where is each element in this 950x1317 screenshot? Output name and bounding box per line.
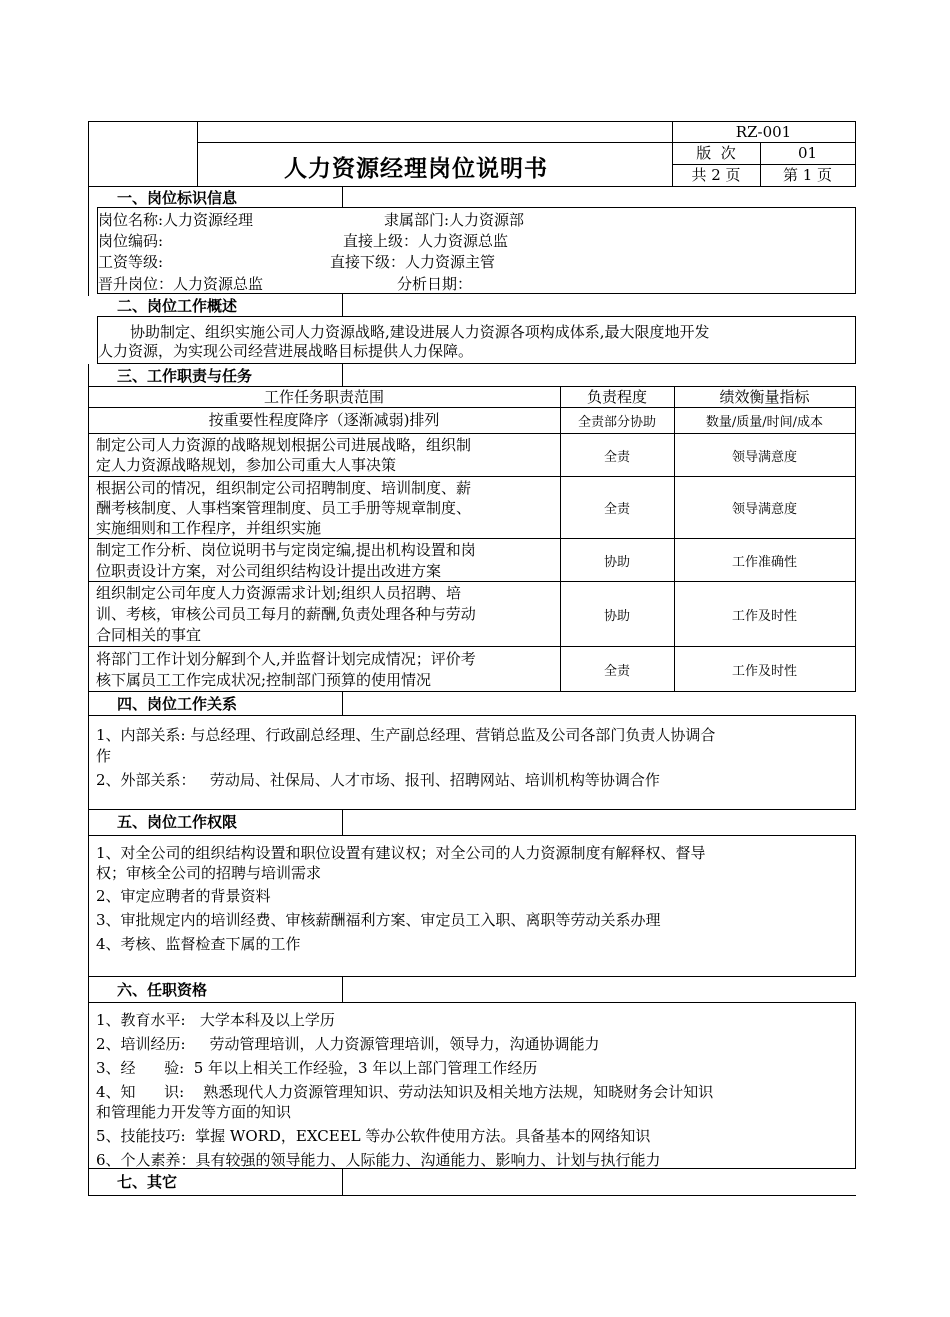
authority-2: 2、审定应聘者的背景资料 [96, 887, 271, 905]
duty-row-4-line-2: 训、考核，审核公司员工每月的薪酬,负责处理各种与劳动 [96, 605, 476, 623]
authority-3: 3、审批规定内的培训经费、审核薪酬福利方案、审定员工入职、离职等劳动关系办理 [96, 911, 661, 929]
position-name: 岗位名称:人力资源经理 [98, 211, 254, 229]
duty-row-4-line-3: 合同相关的事宜 [96, 626, 202, 644]
section-heading-qualifications: 六、任职资格 [117, 981, 208, 999]
position-code: 岗位编码: [98, 232, 164, 250]
duty-row-2-level: 全责 [603, 502, 630, 517]
duty-row-4-level: 协助 [603, 608, 630, 624]
overview-line-1: 协助制定、组织实施公司人力资源战略,建设进展人力资源各项构成体系,最大限度地开发 [130, 323, 710, 341]
duty-row-2-kpi: 领导满意度 [731, 502, 797, 517]
qualification-personal: 6、个人素养：具有较强的领导能力、人际能力、沟通能力、影响力、计划与执行能力 [96, 1151, 661, 1169]
direct-subordinate: 直接下级：人力资源主管 [330, 253, 496, 271]
qualification-education: 1、教育水平: 大学本科及以上学历 [96, 1011, 335, 1029]
analysis-date: 分析日期： [397, 275, 473, 293]
duties-sub-kpi: 数量/质量/时间/成本 [705, 415, 824, 430]
duty-row-2-line-2: 酬考核制度、人事档案管理制度、员工手册等规章制度、 [96, 499, 472, 517]
section-heading-authority: 五、岗位工作权限 [117, 813, 238, 831]
duties-sub-level: 全责部分协助 [577, 415, 656, 430]
section-heading-identity: 一、岗位标识信息 [117, 189, 238, 207]
authority-4: 4、考核、监督检查下属的工作 [96, 935, 301, 953]
duty-row-5-line-2: 核下属员工工作完成状况;控制部门预算的使用情况 [96, 671, 432, 689]
duty-row-3-line-1: 制定工作分析、岗位说明书与定岗定编,提出机构设置和岗 [96, 541, 476, 559]
duty-row-5-level: 全责 [603, 663, 630, 679]
total-pages: 共 2 页 [691, 166, 741, 184]
duties-head-scope: 工作任务职责范围 [263, 388, 384, 406]
section-heading-overview: 二、岗位工作概述 [117, 297, 238, 315]
qualification-knowledge-line-1: 4、知 识: 熟悉现代人力资源管理知识、劳动法知识及相关地方法规，知晓财务会计知识 [96, 1083, 714, 1101]
duty-row-5-kpi: 工作及时性 [731, 663, 797, 679]
page-number: 第 1 页 [782, 166, 833, 184]
duties-head-level: 负责程度 [586, 388, 647, 406]
duty-row-2-line-3: 实施细则和工作程序，并组织实施 [96, 519, 322, 537]
duty-row-5-line-1: 将部门工作计划分解到个人,并监督计划完成情况；评价考 [96, 650, 476, 668]
external-relations: 2、外部关系： 劳动局、社保局、人才市场、报刊、招聘网站、培训机构等协调合作 [96, 771, 660, 789]
section-heading-relations: 四、岗位工作关系 [117, 695, 238, 713]
page-title: 人力资源经理岗位说明书 [284, 156, 548, 182]
duty-row-1-line-1: 制定公司人力资源的战略规划根据公司进展战略，组织制 [96, 436, 472, 454]
promotion-position: 晋升岗位：人力资源总监 [98, 275, 264, 293]
authority-1-line-1: 1、对全公司的组织结构设置和职位设置有建议权；对全公司的人力资源制度有解释权、督导 [96, 844, 706, 862]
duty-row-3-kpi: 工作准确性 [731, 554, 797, 570]
section-heading-other: 七、其它 [117, 1173, 178, 1191]
section-heading-duties: 三、工作职责与任务 [117, 367, 253, 385]
internal-relations-line-2: 作 [96, 747, 112, 765]
duty-row-3-line-2: 位职责设计方案，对公司组织结构设计提出改进方案 [96, 562, 442, 580]
duties-sub-scope: 按重要性程度降序（逐渐减弱)排列 [208, 411, 440, 429]
duty-row-4-kpi: 工作及时性 [731, 608, 797, 624]
duty-row-1-level: 全责 [603, 449, 630, 465]
qualification-training: 2、培训经历: 劳动管理培训，人力资源管理培训，领导力，沟通协调能力 [96, 1035, 600, 1053]
overview-line-2: 人力资源，为实现公司经营进展战略目标提供人力保障。 [98, 342, 474, 360]
version-value: 01 [797, 144, 818, 162]
duty-row-2-line-1: 根据公司的情况，组织制定公司招聘制度、培训制度、薪 [96, 479, 472, 497]
duty-row-1-line-2: 定人力资源战略规划，参加公司重大人事决策 [96, 456, 397, 474]
department: 隶属部门:人力资源部 [384, 211, 525, 229]
doc-code: RZ-001 [735, 123, 792, 141]
qualification-experience: 3、经 验: 5 年以上相关工作经验，3 年以上部门管理工作经历 [96, 1059, 538, 1077]
duties-head-kpi: 绩效衡量指标 [719, 388, 810, 406]
qualification-knowledge-line-2: 和管理能力开发等方面的知识 [96, 1103, 292, 1121]
duty-row-4-line-1: 组织制定公司年度人力资源需求计划;组织人员招聘、培 [96, 584, 462, 602]
direct-superior: 直接上级：人力资源总监 [343, 232, 509, 250]
qualification-skills: 5、技能技巧: 掌握 WORD，EXCEEL 等办公软件使用方法。具备基本的网络知识 [96, 1127, 651, 1145]
version-label: 版 次 [696, 144, 736, 162]
salary-grade: 工资等级: [98, 253, 164, 271]
duty-row-1-kpi: 领导满意度 [731, 449, 797, 465]
duty-row-3-level: 协助 [603, 554, 630, 570]
internal-relations-line-1: 1、内部关系: 与总经理、行政副总经理、生产副总经理、营销总监及公司各部门负责人协调合 [96, 726, 716, 744]
authority-1-line-2: 权；审核全公司的招聘与培训需求 [96, 864, 322, 882]
